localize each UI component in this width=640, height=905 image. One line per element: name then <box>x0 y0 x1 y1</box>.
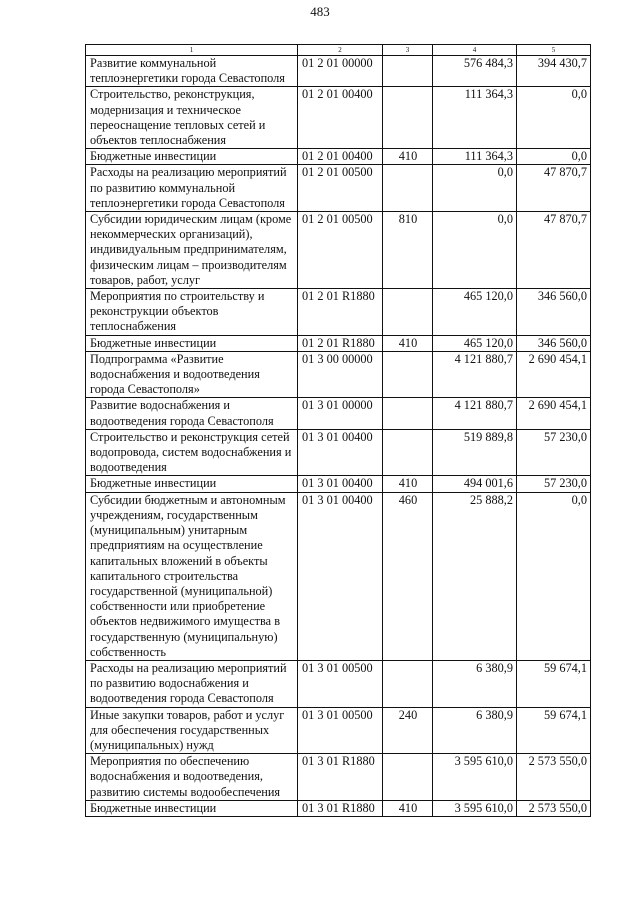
expense-type-cell <box>383 351 433 398</box>
table-row <box>86 398 591 429</box>
expense-name-cell: Бюджетные инвестиции <box>86 335 298 351</box>
budget-table <box>85 44 591 817</box>
table-row <box>86 335 591 351</box>
amount-year2-cell: 346 560,0 <box>517 335 591 351</box>
table-row <box>86 800 591 816</box>
expense-name-cell: Субсидии бюджетным и автономным учреждениям, государственным (муниципальным) унитарным предприятиям на осуществление капитальных вложений в объекты капитального строительства государственной (муниципальной) собственности или приобретение объектов недвижимого имущества в государственную (муниципальную) собственность <box>86 492 298 660</box>
table-row <box>86 87 591 149</box>
amount-year2-cell: 57 230,0 <box>517 476 591 492</box>
expense-type-cell: 410 <box>383 149 433 165</box>
table-row <box>86 707 591 754</box>
expense-type-cell: 810 <box>383 212 433 289</box>
page-number: 483 <box>310 4 330 19</box>
expense-type-cell <box>383 660 433 707</box>
expense-type-cell: 460 <box>383 492 433 660</box>
table-row <box>86 492 591 660</box>
amount-year2-cell: 59 674,1 <box>517 660 591 707</box>
expense-name-cell: Бюджетные инвестиции <box>86 800 298 816</box>
target-code-cell: 01 3 01 00400 <box>298 429 383 476</box>
target-code-cell: 01 3 01 00400 <box>298 492 383 660</box>
expense-name-cell: Субсидии юридическим лицам (кроме некоммерческих организаций), индивидуальным предпринимателям, физическим лицам – производителям товаров, работ, услуг <box>86 212 298 289</box>
amount-year2-cell: 57 230,0 <box>517 429 591 476</box>
expense-type-cell: 410 <box>383 800 433 816</box>
table-row <box>86 754 591 801</box>
table-row <box>86 149 591 165</box>
amount-year2-cell: 2 690 454,1 <box>517 398 591 429</box>
amount-year1-cell: 6 380,9 <box>433 707 517 754</box>
column-header: 4 <box>433 45 517 56</box>
amount-year1-cell: 111 364,3 <box>433 149 517 165</box>
expense-name-cell: Расходы на реализацию мероприятий по развитию коммунальной теплоэнергетики города Севастополя <box>86 165 298 212</box>
expense-type-cell <box>383 87 433 149</box>
amount-year1-cell: 576 484,3 <box>433 56 517 87</box>
expense-name-cell: Иные закупки товаров, работ и услуг для обеспечения государственных (муниципальных) нужд <box>86 707 298 754</box>
table-row <box>86 476 591 492</box>
amount-year2-cell: 2 573 550,0 <box>517 800 591 816</box>
target-code-cell: 01 2 01 00000 <box>298 56 383 87</box>
expense-type-cell <box>383 56 433 87</box>
table-row <box>86 351 591 398</box>
target-code-cell: 01 2 01 00500 <box>298 165 383 212</box>
target-code-cell: 01 3 01 R1880 <box>298 754 383 801</box>
table-row <box>86 429 591 476</box>
expense-name-cell: Мероприятия по строительству и реконструкции объектов теплоснабжения <box>86 289 298 336</box>
expense-name-cell: Строительство и реконструкция сетей водопровода, систем водоснабжения и водоотведения <box>86 429 298 476</box>
amount-year2-cell: 2 573 550,0 <box>517 754 591 801</box>
target-code-cell: 01 2 01 00400 <box>298 149 383 165</box>
table-row <box>86 56 591 87</box>
table-row <box>86 212 591 289</box>
expense-type-cell <box>383 429 433 476</box>
amount-year2-cell: 47 870,7 <box>517 212 591 289</box>
target-code-cell: 01 3 01 R1880 <box>298 800 383 816</box>
expense-type-cell: 240 <box>383 707 433 754</box>
target-code-cell: 01 3 01 00500 <box>298 660 383 707</box>
amount-year1-cell: 465 120,0 <box>433 289 517 336</box>
amount-year1-cell: 4 121 880,7 <box>433 351 517 398</box>
expense-name-cell: Бюджетные инвестиции <box>86 149 298 165</box>
target-code-cell: 01 2 01 R1880 <box>298 335 383 351</box>
amount-year1-cell: 111 364,3 <box>433 87 517 149</box>
expense-name-cell: Строительство, реконструкция, модернизация и техническое переоснащение тепловых сетей и объектов теплоснабжения <box>86 87 298 149</box>
target-code-cell: 01 2 01 00400 <box>298 87 383 149</box>
expense-type-cell: 410 <box>383 476 433 492</box>
expense-type-cell <box>383 289 433 336</box>
column-header: 3 <box>383 45 433 56</box>
amount-year1-cell: 494 001,6 <box>433 476 517 492</box>
amount-year1-cell: 519 889,8 <box>433 429 517 476</box>
expense-type-cell <box>383 754 433 801</box>
amount-year1-cell: 3 595 610,0 <box>433 800 517 816</box>
amount-year1-cell: 465 120,0 <box>433 335 517 351</box>
amount-year1-cell: 0,0 <box>433 212 517 289</box>
target-code-cell: 01 3 01 00400 <box>298 476 383 492</box>
amount-year2-cell: 2 690 454,1 <box>517 351 591 398</box>
expense-type-cell <box>383 165 433 212</box>
target-code-cell: 01 3 01 00500 <box>298 707 383 754</box>
table-row <box>86 165 591 212</box>
target-code-cell: 01 3 00 00000 <box>298 351 383 398</box>
expense-name-cell: Мероприятия по обеспечению водоснабжения и водоотведения, развитию системы водообеспечения <box>86 754 298 801</box>
table-row <box>86 660 591 707</box>
amount-year2-cell: 0,0 <box>517 87 591 149</box>
target-code-cell: 01 2 01 00500 <box>298 212 383 289</box>
amount-year2-cell: 0,0 <box>517 492 591 660</box>
column-header: 5 <box>517 45 591 56</box>
expense-name-cell: Расходы на реализацию мероприятий по развитию водоснабжения и водоотведения города Севастополя <box>86 660 298 707</box>
expense-name-cell: Подпрограмма «Развитие водоснабжения и водоотведения города Севастополя» <box>86 351 298 398</box>
header-row <box>86 45 591 56</box>
expense-name-cell: Бюджетные инвестиции <box>86 476 298 492</box>
expense-name-cell: Развитие коммунальной теплоэнергетики города Севастополя <box>86 56 298 87</box>
amount-year2-cell: 47 870,7 <box>517 165 591 212</box>
table-row <box>86 289 591 336</box>
amount-year1-cell: 3 595 610,0 <box>433 754 517 801</box>
column-header: 1 <box>86 45 298 56</box>
amount-year2-cell: 0,0 <box>517 149 591 165</box>
column-header: 2 <box>298 45 383 56</box>
amount-year1-cell: 25 888,2 <box>433 492 517 660</box>
target-code-cell: 01 3 01 00000 <box>298 398 383 429</box>
amount-year2-cell: 394 430,7 <box>517 56 591 87</box>
expense-type-cell <box>383 398 433 429</box>
amount-year2-cell: 346 560,0 <box>517 289 591 336</box>
amount-year1-cell: 0,0 <box>433 165 517 212</box>
amount-year1-cell: 6 380,9 <box>433 660 517 707</box>
expense-name-cell: Развитие водоснабжения и водоотведения города Севастополя <box>86 398 298 429</box>
amount-year1-cell: 4 121 880,7 <box>433 398 517 429</box>
target-code-cell: 01 2 01 R1880 <box>298 289 383 336</box>
expense-type-cell: 410 <box>383 335 433 351</box>
amount-year2-cell: 59 674,1 <box>517 707 591 754</box>
